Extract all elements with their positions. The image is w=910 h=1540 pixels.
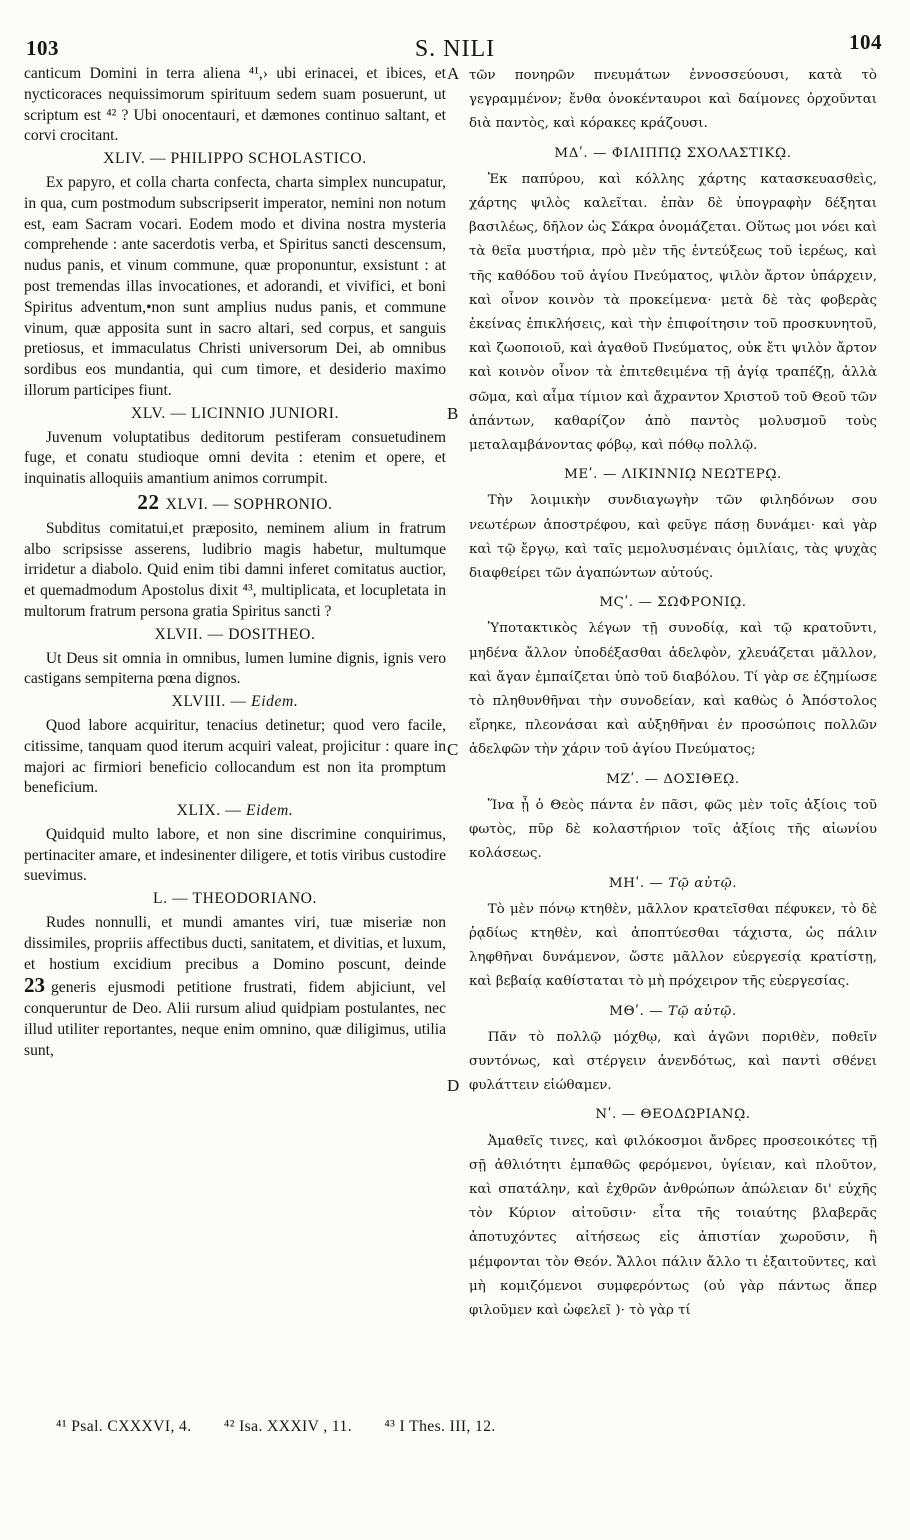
page-number-left: 103 xyxy=(26,36,59,60)
latin-letter-48-recipient: Eidem. xyxy=(251,693,299,711)
column-number-23: 23 xyxy=(24,973,45,998)
margin-letter-a: A xyxy=(447,64,460,83)
greek-letter-44-heading: ΜΔʹ. — ΦΙΛΙΠΠῼ ΣΧΟΛΑΣΤΙΚῼ. xyxy=(554,145,792,161)
latin-letter-45-heading: XLV. — LICINNIO JUNIORI. xyxy=(130,404,340,422)
greek-letter-50-body: Ἀμαθεῖς τινες, καὶ φιλόκοσμοι ἄνδρες προσεοικότες τῇ σῇ ἀθλιότητι ἐμπαθῶς φερόμενοι, ὑγίειαν, καὶ πλοῦτον, καὶ σπατάλην, καὶ ἐχθρῶν ἀνθρώπων ἀπώλειαν δι' εὐχῆς τὸν Κύριον αἰτοῦσιν· εἶτα τῆς τοιαύτης βλαβερᾶς ἀποτυχόντες αἰτήσεως εἰς ἀπιστίαν χωροῦσιν, ἢ μέμφονται τὸν Θεόν. Ἄλλοι πάλιν ἄλλο τι ἐξαιτοῦντες, καὶ μὴ κομιζόμενοι συμφερόντως (οὐ γὰρ πάντως ἅπερ φιλοῦμεν καὶ ὠφελεῖ )· τὸ γὰρ τί xyxy=(469,1133,877,1318)
latin-letter-46-heading-line xyxy=(24,489,446,516)
latin-letter-46-body: Subditus comitatui,et præposito, neminem alium in fratrum albo scripsisse asserens, ludibrio magis habetur, multumque irridetur a diabolo. Quid enim tibi damni inferet comitatus auctior, et quemadmodum Apostolus dixit ⁴³, multiplicata, et locupletata in multorum fratrum persona gratia Spiritus sancti ? xyxy=(24,519,446,620)
greek-letter-48-body: Τὸ μὲν πόνῳ κτηθὲν, μᾶλλον κρατεῖσθαι πέφυκεν, τὸ δὲ ῥᾳδίως κτηθὲν, καὶ ἀποπτύεσθαι τάχιστα, ὡς πάλιν ληφθῆναι δυνάμενον, ὥστε μᾶλλον εὐεργεσίᾳ κρατίστῃ, καὶ βεβαίᾳ καθίσταται τὸ μὴ πρόχειρον τῆς εὐεργεσίας. xyxy=(469,901,877,990)
greek-letter-46-body: Ὑποτακτικὸς λέγων τῇ συνοδίᾳ, καὶ τῷ κρατοῦντι, μηδένα ἄλλον ὑποδέξασθαι ἀδελφὸν, χλευάζεται μᾶλλον, καὶ ἄγαν ἐμπαίζεται ὑπὸ τοῦ διαβόλου. Τί γὰρ σε ἐζημίωσε τὸ πληθυνθῆναι τὴν συνοδείαν, καὶ καθὼς ὁ Ἀπόστολος εἴρηκε, πλεονάσαι καὶ αὐξηθῆναι ἐν προσώποις πολλῶν ἀδελφῶν τὴν χάριν τοῦ ἁγίου Πνεύματος; xyxy=(469,621,877,758)
greek-letter-49-body: Πᾶν τὸ πολλῷ μόχθῳ, καὶ ἀγῶνι ποριθὲν, ποθεῖν συντόνως, καὶ στέργειν ἀνενδότως, καὶ παντὶ σθένει φυλάττειν εἰώθαμεν. xyxy=(469,1029,877,1094)
latin-letter-49-heading: XLIX. — xyxy=(176,802,242,820)
latin-letter-50-body-b: generis ejusmodi petitione frustrati, fidem abjiciunt, vel conqueruntur de Deo. Alii rursum aliud quidpiam postulantes, nec illud utiliter reportantes, neque enim omnino, quæ diligimus, utilia sunt, xyxy=(24,979,446,1059)
footnotes xyxy=(56,1418,524,1436)
greek-letter-45-heading: ΜΕʹ. — ΛΙΚΙΝΝΙῼ ΝΕΩΤΕΡῼ. xyxy=(564,467,782,483)
latin-letter-46-heading: XLVI. — SOPHRONIO. xyxy=(165,495,333,513)
latin-intro: canticum Domini in terra aliena ⁴¹,› ubi erinacei, et ibices, et nycticoraces nequissimorum spirituum sedem suam posuerunt, ut scriptum est ⁴² ? Ubi onocentauri, et dæmones continuo saltant, et corvi crocitant. xyxy=(24,65,446,145)
greek-letter-44-body: Ἐκ παπύρου, καὶ κόλλης χάρτης κατασκευασθεὶς, χάρτης ψιλὸς καλεῖται. ἐπὰν δὲ ὑπογραφὴν δέξηται βασιλέως, δῆλον ὡς Σάκρα ὀνομάζεται. Οὕτως μοι νόει καὶ τὰ θεῖα μυστήρια, πρὸ μὲν τῆς ἐντεύξεως τοῦ ἱερέως, καὶ τῆς καθόδου τοῦ ἁγίου Πνεύματος, ψιλὸν ἄρτον ὑπάρχειν, καὶ οἶνον κοινὸν τὰ προκείμενα· μετὰ δὲ τὰς φοβερὰς ἐκείνας ἐπικλήσεις, καὶ τὴν ἐπιφοίτησιν τοῦ προσκυνητοῦ, καὶ ζωοποιοῦ, καὶ ἀγαθοῦ Πνεύματος, οὐκ ἔτι ψιλὸν ἄρτον καὶ κοινὸν οἶνον τὰ ἐπιτεθειμένα τῇ ἁγίᾳ τραπέζῃ, ἀλλὰ σῶμα, καὶ αἷμα τίμιον καὶ ἄχραντον Χριστοῦ τοῦ Θεοῦ τῶν ἁπάντων, καθαρίζον ἀπὸ παντὸς μολυσμοῦ τοὺς μεταλαμβάνοντας φόβῳ, καὶ πόθῳ πολλῷ. xyxy=(469,171,877,454)
latin-letter-48-body: Quod labore acquiritur, tenacius detinetur; quod vero facile, citissime, tanquam quod iterum acquiri valeat, projicitur : quare in majori ac firmiori beneficio collocandum est non ita promptum beneficium. xyxy=(24,716,446,797)
page-number-right: 104 xyxy=(849,30,882,54)
greek-letter-47-body: Ἵνα ᾖ ὁ Θεὸς πάντα ἐν πᾶσι, φῶς μὲν τοῖς ἀξίοις τοῦ φωτὸς, πῦρ δὲ κολαστήριον τοῖς ἀξίοις τῆς αἰωνίου κολάσεως. xyxy=(469,797,877,862)
greek-intro: τῶν πονηρῶν πνευμάτων ἐννοσσεύουσι, κατὰ τὸ γεγραμμένον; ἔνθα ὀνοκένταυροι καὶ δαίμονες ὀρχοῦνται διὰ παντὸς, καὶ κόρακες κράζουσι. xyxy=(469,68,877,132)
latin-letter-48-heading: XLVIII. — xyxy=(171,693,247,711)
latin-letter-44-body: Ex papyro, et colla charta confecta, charta simplex nuncupatur, in qua, cum postmodum subscripserit imperator, nemini non notum est, eam Sacram vocari. Eodem modo et divina nostra mysteria comprehende : ante sacerdotis verba, et Spiritus sancti descensum, nudus panis, et vinum commune, quæ proponuntur, exsistunt : at post tremendas illas invocationes, et adorandi, et vivifici, et boni Spiritus adventum,•non sunt amplius nudus panis, et commune vinum, quæ apposita sunt in sacro altari, sed corpus, et sanguis pretiosus, et immaculatus Christi universorum Dei, ab omnibus sordibus eos mundantia, qui cum timore, et desiderio maximo illorum participes fiunt. xyxy=(24,173,446,399)
margin-letter-d: D xyxy=(447,1076,460,1095)
latin-letter-47-heading: XLVII. — DOSITHEO. xyxy=(154,625,316,643)
greek-letter-48-heading: ΜΗʹ. — xyxy=(608,875,664,891)
latin-letter-49-recipient: Eidem. xyxy=(246,802,294,820)
latin-letter-50-heading: L. — THEODORIANO. xyxy=(152,890,318,908)
greek-letter-50-heading: Νʹ. — ΘΕΟΔΩΡΙΑΝῼ. xyxy=(595,1107,751,1123)
latin-letter-49-heading-line xyxy=(24,801,446,822)
column-number-22: 22 xyxy=(137,489,160,514)
running-title: S. NILI xyxy=(414,36,496,62)
greek-letter-49-recipient: Τῷ αὐτῷ. xyxy=(668,1003,737,1019)
margin-letter-c: C xyxy=(447,740,459,759)
greek-letter-45-body: Τὴν λοιμικὴν συνδιαγωγὴν τῶν φιληδόνων σου νεωτέρων ἀποστρέφου, καὶ φεῦγε πάσῃ δυνάμει· καὶ γὰρ καὶ τῷ ἔργῳ, καὶ ταῖς μεμολυσμέναις ὁμιλίαις, τὰς ψυχὰς διαφθείρει τῶν ἀγαπώντων αὐτούς. xyxy=(469,493,877,582)
greek-letter-49-heading-line xyxy=(469,1000,877,1024)
latin-letter-44-heading: XLIV. — PHILIPPO SCHOLASTICO. xyxy=(103,150,367,168)
margin-letter-b: B xyxy=(447,404,459,423)
greek-letter-46-heading: ΜϚʹ. — ΣΩΦΡΟΝΙῼ. xyxy=(599,595,747,611)
latin-letter-50-body-a: Rudes nonnulli, et mundi amantes viri, tuæ miseriæ non dissimiles, propriis affectibus ducti, sanitatem, et divitias, et luxum, et hostium excidium precibus a Domino poscunt, deinde xyxy=(24,914,446,973)
greek-letter-49-heading: ΜΘʹ. — xyxy=(609,1003,664,1019)
greek-column xyxy=(469,64,877,1323)
greek-letter-48-recipient: Τῷ αὐτῷ. xyxy=(668,875,738,891)
footnote-43: ⁴³ I Thes. III, 12. xyxy=(384,1418,496,1435)
latin-letter-48-heading-line xyxy=(24,692,446,713)
latin-letter-49-body: Quidquid multo labore, et non sine discrimine conquirimus, pertinaciter amare, et indesinenter diligere, et totis viribus custodire suevimus. xyxy=(24,825,446,885)
greek-letter-48-heading-line xyxy=(469,872,877,896)
latin-letter-47-body: Ut Deus sit omnia in omnibus, lumen lumine dignis, ignis vero castigans sempiterna pœna dignos. xyxy=(24,649,446,688)
latin-letter-45-body: Juvenum voluptatibus deditorum pestiferam consuetudinem fuge, et conatu studioque omni devita : etenim et opere, et inquinatis alloquiis amantium animos corrumpit. xyxy=(24,428,446,488)
greek-letter-47-heading: ΜΖʹ. — ΔΟΣΙΘΕῼ. xyxy=(606,771,740,787)
latin-column xyxy=(24,64,446,1062)
footnote-42: ⁴² Isa. XXXIV , 11. xyxy=(223,1418,353,1435)
latin-letter-50-body xyxy=(24,913,446,1062)
footnote-41: ⁴¹ Psal. CXXXVI, 4. xyxy=(56,1418,192,1435)
